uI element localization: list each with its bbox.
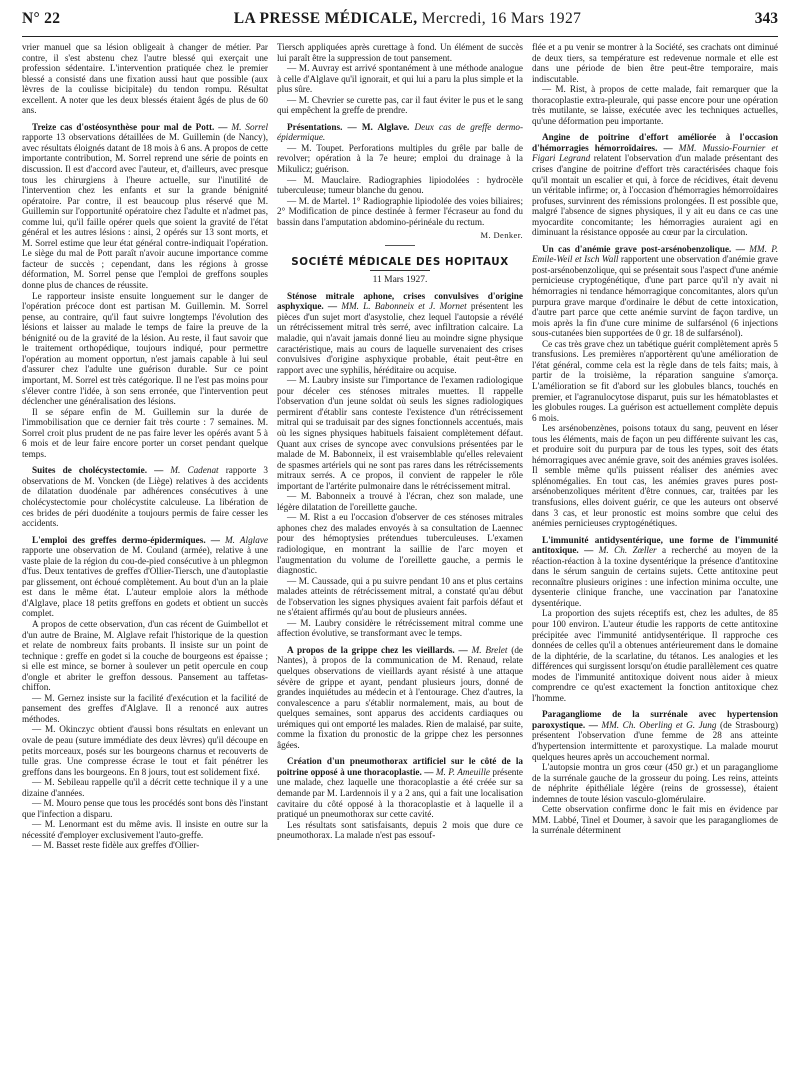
- section-heading: Angine de poitrine d'effort améliorée à l'occasion d'hémorragies hémorroïdaires. —: [532, 132, 778, 153]
- author-name: MM. Ch. Oberling et G. Jung: [601, 719, 717, 730]
- section-heading: L'immunité antidysentérique, une forme de l'immunité antitoxique. —: [532, 534, 778, 556]
- section-text: a recherché au moyen de la réaction-réaction à la toxine dysentérique la présence d'antitoxine dans le sérum sanguin de certains sujets. Cette antitoxine peut reconnaître plusieurs origines : une infection minima occulte, une dysenterie clinique franche, une vaccination par l'anatoxine dysentérique.: [532, 545, 778, 608]
- section-text: rapporte 13 observations détaillées de M. Guillemin (de Nancy), avec résultats éloignés datant de 18 mois à 6 ans. A propos de cette importante contribution, M. Sorrel reprend une série de points en discussion. Il est d'accord avec l'auteur, et, d'ailleurs, avec presque tous les chirurgiens à l'heure actuelle, sur l'inutilité de l'intervention chez les enfants et sur la grande bénignité opératoire. Par contre, il est beaucoup plus réservé que M. Guillemin sur l'opportunité opératoire chez l'adulte et n'admet pas, comme lui, qu'il faille opérer quels que soient la gravité de l'état général et les autres lésions : ainsi, 2 opérés sur 13 sont morts, et M. Sorrel estime que leur état général contre-indiquait l'opération. Le siège du mal de Pott paraît n'avoir aucune importance comme facteur de succès ; cependant, dans les régions à grosse déformation, M. Sorrel pense que l'emploi de greffons souples donne plus de chances de réussite.: [22, 132, 268, 291]
- paragraph: — M. Babonneix a trouvé à l'écran, chez son malade, une légère dilatation de l'oreillette gauche.: [277, 491, 523, 512]
- paragraph: — M. Lenormant est du même avis. Il insiste en outre sur la nécessité d'employer exclusivement l'auto-greffe.: [22, 819, 268, 840]
- author-name: M. Cadenat: [170, 465, 219, 476]
- section-heading: Treize cas d'ostéosynthèse pour mal de Pott. —: [32, 121, 228, 132]
- paragraph: Cette observation confirme donc le fait mis en évidence par MM. Labbé, Tinel et Doumer, à savoir que les paragangliomes de la surrénale déterminent: [532, 804, 778, 836]
- paragraph: La proportion des sujets réceptifs est, chez les adultes, de 85 pour 100 environ. L'auteur étudie les rapports de cette antitoxine précipitée avec l'immunité antidysentérique. Il rapproche ces données de celles qu'il a obtenues antérieurement dans le domaine de la diphtérie, de la scarlatine, du tétanos. Les analogies et les différences qui surgissent lorsqu'on étudie parallèlement ces quatre modes de l'immunité antitoxique doivent nous aider à mieux comprendre ce qu'est exactement la fonction antitoxique chez l'homme.: [532, 608, 778, 703]
- text-columns: [22, 42, 778, 1076]
- paragraph: Ce cas très grave chez un tabétique guérit complètement après 5 transfusions. Les premières n'apportèrent qu'une amélioration de l'état général, comme cela est la règle dans de tels faits; mais, à partir de la troisième, la réparation sanguine s'amorça. L'amélioration se fit d'abord sur les globules blancs, touchés en premier, et l'agranulocytose disparut, puis sur les hématoblastes et les globules rouges. La guérison est actuellement complète depuis 6 mois.: [532, 338, 778, 423]
- section-presentations: [277, 122, 523, 143]
- author-name: MM. Mussio-Fournier et Figari Legrand: [532, 142, 778, 164]
- section-stenose-mitrale: [277, 291, 523, 375]
- page-number: 343: [754, 10, 778, 27]
- section-text: (de Nantes), à propos de la communication de M. Renaud, relate quelques observations de vieillards ayant résisté à une attaque sévère de grippe et ayant, pendant plusieurs jours, donné de grandes inquiétudes au médecin et à l'entourage. Chez d'autres, la convalescence a paru s'établir normalement, mais, au bout de quelques semaines, sont apparus des accidents cardiaques ou urémiques qui ont emporté les malades. Rien de malaisé, par suite, comme la fixation du pronostic de la grippe chez les personnes âgées.: [277, 644, 523, 750]
- paragraph: — M. Okinczyc obtient d'aussi bons résultats en enlevant un ovale de peau (suture immédiate des deux lèvres) qu'il découpe en petits morceaux, posés sur les bourgeons charnus et recouverts de tulle gras. Une compresse écrase le tout et fait pénétrer les greffons dans les bourgeons. En 8 jours, tout est solidement fixé.: [22, 724, 268, 777]
- paragraph: — M. Mauclaire. Radiographies lipiodolées : hydrocèle tuberculeuse; tumeur blanche du genou.: [277, 174, 523, 196]
- section-heading: Sténose mitrale aphone, crises convulsives d'origine asphyxique. —: [277, 290, 523, 312]
- paragraph: Tiersch appliquées après curettage à fond. Un élément de succès lui paraît être la suppression de tout pansement.: [277, 42, 523, 63]
- journal-name: LA PRESSE MÉDICALE,: [233, 10, 418, 27]
- author-name: MM. L. Babonneix et J. Mornet: [341, 301, 467, 312]
- session-date: 11 Mars 1927.: [372, 274, 428, 285]
- running-title: [234, 10, 582, 28]
- section-text: Deux cas de greffe dermo-épidermique.: [277, 121, 523, 143]
- paragraph: — M. Laubry insiste sur l'importance de l'examen radiologique pour déceler ces sténoses mitrales muettes. Il rappelle l'observation d'un jeune soldat où seuls les signes radiologiques permirent d'établir sans conteste l'existence d'un rétrécissement mitral qui se traduisait par des signes fonctionnels accentués, mais où les signes physiques habituels faisaient complètement défaut. Quant aux crises de syncope avec convulsions présentées par le malade de M. Babonneix, il est vraisemblable qu'elles relevaient de spasmes artériels qui ne sont pas rares dans les rétrécissements mitraux serrés. A ce propos, il convient de rappeler le rôle important de l'artérite pulmonaire dans le rétrécissement mitral.: [277, 375, 523, 491]
- section-paragangliome: [532, 709, 778, 762]
- section-heading: Création d'un pneumothorax artificiel sur le côté de la poitrine opposé à une thoracoplastie. —: [277, 756, 523, 777]
- paragraph: — M. Caussade, qui a pu suivre pendant 10 ans et plus certains malades atteints de rétrécissement mitral, a constaté qu'au début de l'observation les signes physiques avaient fait parfois défaut et ne s'étaient affirmés qu'au bout de plusieurs années.: [277, 575, 523, 618]
- section-text: rapporte une observation de M. Couland (armée), relative à une vaste plaie de la région du cou-de-pied consécutive à un phlegmon d'fus. Deux tentatives de greffes d'Ollier-Tiersch, une d'autoplastie par glissement, ont échoué complètement. Au bout d'un an la plaie est dans le même état. L'auteur emploie alors la méthode d'Alglave, place 18 petits greffons en godets et obtient un succès complet.: [22, 545, 268, 619]
- section-grippe: [277, 645, 523, 750]
- section-text: présentent les pièces d'un sujet mort d'asystolie, chez lequel l'autopsie a révélé un rétrécissement mitral très serré, avec infiltration calcaire. La maladie, qui n'avait jamais donné lieu au moindre signe physique caractéristique, mais au cours de laquelle survenaient des crises convulsives d'origine asphyxique probable, était peut-être en rapport avec une syphilis, héréditaire ou acquise.: [277, 301, 523, 375]
- paragraph: — M. Rist, à propos de cette malade, fait remarquer que la thoracoplastie extra-pleurale, qui passe encore pour une opération très mutilante, se laisse, exécutée avec les techniques actuelles, qu'une déformation peu importante.: [532, 84, 778, 126]
- section-heading: Suites de cholécystectomie. —: [32, 465, 164, 476]
- paragraph: — M. Basset reste fidèle aux greffes d'Ollier-: [32, 840, 200, 851]
- section-heading: A propos de la grippe chez les vieillards. —: [287, 644, 468, 655]
- paragraph: — M. Rist a eu l'occasion d'observer de ces sténoses mitrales aphones chez des malades envoyés à sa consultation de Laennec pour des hémoptysies prétendues tuberculeuses. L'examen radiologique, en montrant la saillie de l'arc moyen et l'augmentation du volume de l'oreillette gauche, a permis le diagnostic.: [277, 512, 523, 576]
- paragraph: Les arsénobenzènes, poisons totaux du sang, peuvent en léser tous les éléments, mais de façon un peu différente suivant les cas, et produire soit du purpura par de tous les types, soit des états hémorragiques avec anémie grave, soit des anémies graves isolées. Il semble même qu'ils puissent réaliser des anémies avec splénomégalies. En tout cas, les anémies graves pures post-arsénobenzoliques méritent d'être connues, car, traitées par les transfusions, elles doivent guérir, ce que les auteurs ont observé dans 3 cas, et leur pronostic est moins sombre que celui des anémies pernicieuses cryptogénétiques.: [532, 423, 778, 529]
- section-heading: Présentations. — M. Alglave.: [287, 121, 410, 132]
- page-header: [22, 10, 778, 37]
- journal-page: [22, 10, 778, 1076]
- section-cholecystectomie: [22, 465, 268, 528]
- paragraph: — M. Gernez insiste sur la facilité d'exécution et la facilité de pansement des greffes d'Alglave. Il a renoncé aux autres méthodes.: [22, 692, 268, 724]
- title-underline: [370, 270, 430, 271]
- column-3: [532, 42, 778, 1076]
- author-name: M. Sorrel: [231, 121, 268, 132]
- paragraph: — M. Toupet. Perforations multiples du grêle par balle de revolver; opération à la 7e heure; emploi du drainage à la Mikulicz; guérison.: [277, 142, 523, 175]
- paragraph: — M. Laubry considère le rétrécissement mitral comme une affection évolutive, se transformant avec le temps.: [277, 617, 523, 639]
- author-name: M. Ch. Zœller: [598, 545, 657, 556]
- paragraph: Le rapporteur insiste ensuite longuement sur le danger de l'opération précoce dont est partisan M. Guillemin. M. Sorrel pense, au contraire, qu'il faut suivre longtemps l'évolution des lésions et laisser au malade le temps de faire la preuve de la bénignité ou de la gravité de la lésion. Au reste, il faut savoir que le traitement orthopédique, toujours indiqué, pour permettre l'opération au moment opportun, n'est jamais capable à lui seul d'assurer chez l'adulte une guérison durable. Sur ce point important, M. Sorrel est très catégorique. Il ne l'est pas moins pour s'élever contre l'idée, à son sens erronée, que l'intervention peut déclencher une généralisation des lésions.: [22, 290, 268, 407]
- author-name: M. Brelet: [471, 644, 508, 655]
- column-2: [277, 42, 523, 1076]
- report-signature: M. Denker.: [480, 230, 523, 241]
- author-name: M. P. Ameuille: [435, 766, 490, 777]
- society-title: SOCIÉTÉ MÉDICALE DES HOPITAUX: [291, 255, 509, 268]
- author-name: M. Alglave: [225, 534, 268, 545]
- paragraph: vrier manuel que sa lésion obligeait à changer de métier. Par contre, il s'est abstenu chez l'autre blessé qui exerçait une profession sédentaire. L'intervention pratiquée chez le premier blessé a consisté dans une fixation aussi haut que possible (aux lèvres de la coulisse bicipitale) du tendon rompu. Résultat excellent. A noter que les deux blessés étaient âgés de plus de 60 ans.: [22, 42, 268, 116]
- section-text: rapporte 3 observations de M. Voncken (de Liège) relatives à des accidents de dilatation duodénale par adhérences consécutives à une cholécystectomie pour cholécystite calculeuse. La libération de ces brides de péri duodénite a toujours permis de faire cesser les accidents.: [22, 465, 268, 529]
- issue-date: Mercredi, 16 Mars 1927: [421, 10, 582, 27]
- section-heading: Paragangliome de la surrénale avec hypertension paroxystique. —: [532, 709, 778, 730]
- section-divider: [385, 245, 415, 246]
- paragraph: L'autopsie montra un gros cœur (450 gr.) et un paragangliome de la surrénale gauche de la grosseur du poing. Les reins, atteints de néphrite épithéliale légère (reins de grossesse), étaient indemnes de toute lésion vasculo-glomérulaire.: [532, 762, 778, 804]
- section-text: rapportent une observation d'anémie grave post-arsénobenzolique, qui se présentait sous l'aspect d'une anémie pernicieuse cryptogénétique, d'une part parce qu'il n'y avait ni hémorragies ni tendance hémorragique concomitantes, alors qu'un purpura grave marque d'ordinaire le début de cette intoxication, d'autre part parce que cette anémie survint de façon tardive, un mois après la fin d'une cure minime de sulfarsénol (6 injections sous-cutanées bien supportées de 0 gr. 18 de sulfarsénol).: [532, 254, 778, 339]
- section-heading: Un cas d'anémie grave post-arsénobenzolique. —: [542, 243, 745, 254]
- section-anemie: [532, 244, 778, 339]
- section-angine: [532, 132, 778, 237]
- section-heading: L'emploi des greffes dermo-épidermiques. —: [32, 534, 220, 545]
- section-greffes: [22, 535, 268, 619]
- author-name: MM. P. Emile-Weil et Isch Wall: [532, 243, 778, 265]
- paragraph: — M. Chevrier se curette pas, car il faut éviter le pus et le sang qui empêchent la greffe de prendre.: [277, 94, 523, 116]
- paragraph: — M. Sebileau rappelle qu'il a décrit cette technique il y a une dizaine d'années.: [22, 777, 268, 798]
- section-pott: [22, 122, 268, 291]
- section-text: (de Strasbourg) présentent l'observation d'une femme de 28 ans atteinte d'hypertension intermittente et paroxystique. La malade mourut quelques heures après un accouchement normal.: [532, 719, 778, 762]
- section-text: présente une malade, chez laquelle une thoracoplastie a été créée sur sa demande par M. Lardennois il y a 2 ans, qui a fait une localisation cavitaire du côté opposé à la thoracoplastie et à laquelle il a pratiqué un pneumothorax sur cette cavité.: [277, 766, 523, 820]
- paragraph: — M. de Martel. 1° Radiographie lipiodolée des voies biliaires; 2° Modification de pince destinée à fermer l'écraseur au fond du bassin dans l'amputation abdomino-périnéale du rectum.: [277, 195, 523, 227]
- paragraph: A propos de cette observation, d'un cas récent de Guimbellot et d'un autre de Braine, M. Alglave refait l'historique de la question et relate de nombreux faits probants. Il insiste sur un point de technique : greffe en godet si la couche de bourgeons est épaisse ; si elle est mince, se borner à soulever un petit opercule en coup d'ongle et abriter le greffon dessous. Pansement au taffetas-chiffon.: [22, 618, 268, 693]
- issue-number: N° 22: [22, 10, 61, 27]
- paragraph: — M. Auvray est arrivé spontanément à une méthode analogue à celle d'Alglave qu'il ignorait, et qui lui a paru la plus simple et la plus sûre.: [277, 63, 523, 95]
- paragraph: — M. Mouro pense que tous les procédés sont bons dès l'instant que l'infection a disparu.: [22, 798, 268, 819]
- section-pneumothorax: [277, 756, 523, 819]
- paragraph: Les résultats sont satisfaisants, depuis 2 mois que dure ce pneumothorax. La malade n'est pas essouf-: [277, 819, 523, 841]
- paragraph: flée et a pu venir se montrer à la Société, ses crachats ont diminué de deux tiers, sa température est redevenue normale et elle est dans une période de bien être peut-être temporaire, mais indiscutable.: [532, 42, 778, 84]
- paragraph: Il se sépare enfin de M. Guillemin sur la durée de l'immobilisation que ce dernier fait très courte : 7 semaines. M. Sorrel croit plus prudent de ne pas faire lever les opérés avant 5 à 6 mois et de leur faire encore porter un corset pendant quelque temps.: [22, 406, 268, 459]
- column-1: [22, 42, 268, 1076]
- section-text: relatent l'observation d'un malade présentant des crises d'angine de poitrine d'effort très caractérisées chaque fois qu'il montait un escalier et qui, à force de récidives, était devenu un véritable infirme; or, à l'occasion d'hémorragies hémorroïdaires profuses, survinrent des rémissions prolongées. Il est possible que, malgré l'absence de signes physiques, il y ait eu dans ce cas une myocardite concomitante; les hémorragies auraient agi en diminuant la résistance opposée au cœur par la circulation.: [532, 153, 778, 238]
- section-immunite: [532, 535, 778, 609]
